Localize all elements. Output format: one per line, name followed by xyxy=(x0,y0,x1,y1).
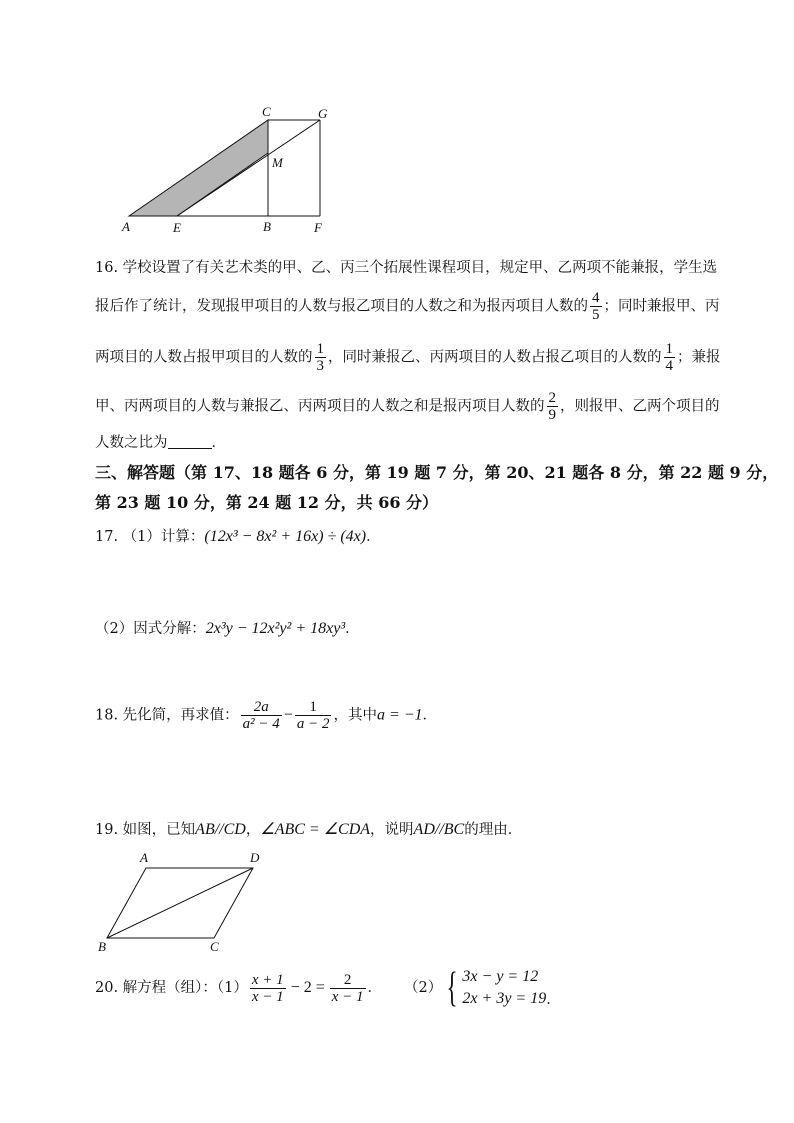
q17-expression2: 2x³y − 12x²y² + 18xy³ xyxy=(205,620,346,637)
q20-label2: （2） xyxy=(404,980,443,996)
q16-line2 xyxy=(95,290,720,323)
q16-line3-text-a: 两项目的人数占报甲项目的人数的 xyxy=(95,349,313,366)
q19-expr3: AD//BC xyxy=(413,821,465,838)
q18-line xyxy=(95,699,437,732)
brace-icon: { xyxy=(446,965,458,1011)
section3-heading-line2: 第 23 题 10 分，第 24 题 12 分，共 66 分） xyxy=(95,493,439,512)
figure-q15 xyxy=(110,100,350,240)
equation-system xyxy=(462,966,546,1010)
q17-expression1: (12x³ − 8x² + 16x) ÷ (4x) xyxy=(204,528,367,545)
frac-num: 2a xyxy=(253,699,269,715)
fraction-2a-over-a2-4 xyxy=(241,699,282,732)
q16-line2-text-b: ；同时兼报甲、丙 xyxy=(603,298,720,315)
q16-line5 xyxy=(95,433,226,453)
label-A: A xyxy=(122,219,130,234)
frac-num: 1 xyxy=(309,699,317,715)
fraction-1-over-a-2 xyxy=(295,699,332,732)
q17-end2: ． xyxy=(345,621,360,637)
q17-label2: （2）因式分解： xyxy=(95,621,206,637)
frac-den: 3 xyxy=(316,358,324,374)
label-D: D xyxy=(250,850,260,865)
q19-expr2: ∠ABC = ∠CDA xyxy=(260,821,371,838)
q18-label: 18. 先化简，再求值： xyxy=(95,707,239,724)
q18-end: ． xyxy=(422,707,438,724)
frac-den: a − 2 xyxy=(296,716,330,732)
fraction-1-3 xyxy=(315,341,327,374)
frac-num: 2 xyxy=(548,390,556,406)
frac-den: 4 xyxy=(665,358,673,374)
frac-den: x − 1 xyxy=(331,988,364,1005)
fraction-4-5 xyxy=(590,290,602,323)
q16-line2-text-a: 报后作了统计，发现报甲项目的人数与报乙项目的人数之和为报丙项目人数的 xyxy=(95,298,588,315)
answer-blank[interactable] xyxy=(168,434,212,449)
q19-line xyxy=(95,820,522,840)
q18-cond-text: ，其中 xyxy=(333,707,377,724)
equation-1: 3x − y = 12 xyxy=(462,968,539,985)
q17-label1: 17. （1）计算： xyxy=(95,529,205,545)
fraction-2-over-x-1 xyxy=(330,972,366,1005)
label-M: M xyxy=(272,155,283,170)
label-F: F xyxy=(314,220,322,235)
q16-line1: 16. 学校设置了有关艺术类的甲、乙、丙三个拓展性课程项目，规定甲、乙两项不能兼报，学生选 xyxy=(95,260,718,276)
label-C: C xyxy=(210,939,219,954)
label-G: G xyxy=(318,106,328,121)
frac-num: 4 xyxy=(592,290,600,306)
label-B: B xyxy=(263,219,271,234)
minus-sign: − xyxy=(283,706,293,724)
equation-2: 2x + 3y = 19 xyxy=(462,990,547,1007)
q17-part2 xyxy=(95,619,360,639)
frac-den: a² − 4 xyxy=(242,716,280,732)
q16-line3 xyxy=(95,341,721,374)
section3-heading-line1: 三、解答题（第 17、18 题各 6 分，第 19 题 7 分，第 20、21 题各 8 分，第 22 题 9 分， xyxy=(95,463,779,482)
frac-den: 9 xyxy=(548,407,556,423)
q17-end1: ． xyxy=(366,529,381,545)
q19-label: 19. 如图，已知 xyxy=(95,822,196,838)
q17-part1 xyxy=(95,527,381,547)
frac-den: x − 1 xyxy=(251,988,284,1005)
frac-num: 1 xyxy=(316,341,324,357)
label-B: B xyxy=(98,939,106,954)
frac-den: 5 xyxy=(592,307,600,323)
fraction-2-9 xyxy=(547,390,559,423)
q16-line4 xyxy=(95,390,720,423)
label-E: E xyxy=(173,220,181,235)
q20-end1: ． xyxy=(367,980,383,996)
q20-label: 20. 解方程（组）：（1） xyxy=(95,980,248,996)
q20-mid: − 2 = xyxy=(290,979,325,996)
q16-line4-text-a: 甲、丙两项目的人数与兼报乙、丙两项目的人数之和是报丙项目人数的 xyxy=(95,398,545,415)
q19-mid: ， xyxy=(245,822,261,838)
q19-end: 的理由． xyxy=(464,822,523,838)
q16-line3-text-b: ，同时兼报乙、丙两项目的人数占报乙项目的人数的 xyxy=(328,349,662,366)
q20-line xyxy=(95,966,561,1010)
diagonal-BD xyxy=(107,868,253,938)
frac-num: 1 xyxy=(665,341,673,357)
q16-line3-text-c: ；兼报 xyxy=(677,349,721,366)
q16-line4-text-b: ，则报甲、乙两个项目的 xyxy=(560,398,720,415)
frac-num: 2 xyxy=(343,971,352,988)
label-A: A xyxy=(140,850,148,865)
fraction-1-4 xyxy=(664,341,676,374)
q19-expr1: AB//CD xyxy=(195,821,246,838)
frac-num: x + 1 xyxy=(251,971,284,988)
fraction-x1-over-x-1 xyxy=(250,972,286,1005)
q20-end2: ． xyxy=(546,992,561,1008)
q16-line5-text-b: ． xyxy=(211,435,226,451)
figure-q19 xyxy=(90,848,270,958)
q18-cond-expr: a = −1 xyxy=(376,706,423,724)
label-C: C xyxy=(262,104,271,119)
q19-mid2: ，说明 xyxy=(370,822,414,838)
q16-line5-text-a: 人数之比为 xyxy=(95,435,168,451)
